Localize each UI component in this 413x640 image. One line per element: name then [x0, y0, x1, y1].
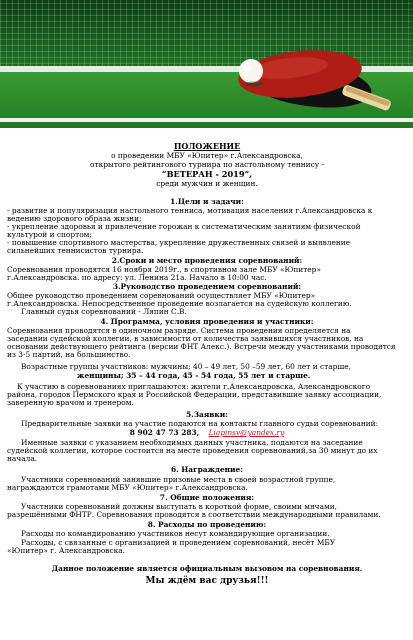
section-3-line: Общее руководство проведением соревнований осуществляет МБУ «Юпитер» [7, 291, 316, 300]
section-1-line: культурой и спортом; [7, 230, 92, 239]
section-1-line: - укрепление здоровья и привлечение горожан к систематическим занятиям физической [7, 222, 361, 231]
section-6-title: 6. Награждение: [171, 465, 243, 474]
section-2-line: Соревнования проводятся 16 ноября 2019г., в спортивном зале МБУ «Юпитер» [7, 265, 321, 274]
section-8-line: Расходы по командированию участников несут командирующие организации. [21, 529, 330, 538]
section-4-line: Соревнования проводятся в одиночном разряде. Система проведения определяется на [7, 326, 351, 335]
section-4-line: района, городов Пермского края и Российской Федерации, представившие заявку ассоциации, [7, 390, 382, 399]
ball-icon [0, 0, 413, 128]
section-8-line: Расходы, с связанные с организацией и проведением соревнований, несёт МБУ [21, 538, 336, 547]
section-5-title: 5.Заявки: [186, 410, 228, 419]
section-7-line: Участники соревнований должны выступать в короткой форме, своими мячами, [21, 502, 338, 511]
section-3-title: 3.Руководство проведением соревнований: [112, 282, 302, 291]
section-2-title: 2.Сроки и место проведения соревнований: [111, 256, 303, 265]
age-groups-men: Возрастные группы участников: мужчины; 40 – 49 лет, 50 –59 лет, 60 лет и старше, [21, 362, 351, 371]
section-8-title: 8. Расходы по проведению: [147, 520, 267, 529]
section-4-title: 4. Программа, условия проведения и участники: [100, 317, 314, 326]
section-4-line: заседании судейской коллегии, в зависимости от количества заявившихся участников, на [7, 334, 364, 343]
section-5-line: Именные заявки с указанием необходимых данных участника, подаются на заседание [21, 438, 363, 447]
section-5-line: судейской коллегии, которое состоится на месте проведения соревнований,за 30 минут до их [7, 446, 378, 455]
section-4-line: К участию в соревнованиях приглашаются: жители г.Александровска, Александровского [17, 382, 371, 391]
section-1-line: ведению здорового образа жизни; [7, 214, 142, 223]
section-1-title: 1.Цели и задачи: [170, 197, 244, 206]
intro-line-1: о проведении МБУ «Юпитер» г.Александровска, [111, 151, 303, 160]
section-4-line: из 3-5 партий, на большинство. [7, 350, 131, 359]
regulation-document [0, 128, 413, 640]
final-greeting: Мы ждём вас друзья!!! [145, 576, 269, 586]
tournament-name: “ВЕТЕРАН - 2019”, [161, 169, 253, 179]
section-4-line: заверенную врачом и тренером. [7, 398, 134, 407]
closing-statement: Данное положение является официальным вызовом на соревнования. [51, 564, 363, 573]
intro-line-2: открытого рейтингового турнира по настольному теннису - [90, 160, 324, 169]
email-link[interactable]: Liapinsv@yandex.ry [208, 428, 285, 437]
section-7-title: 7. Общие положения: [159, 493, 255, 502]
intro-line-4: среди мужчин и женщин. [156, 179, 258, 188]
section-5-line: начала. [7, 454, 38, 463]
section-3-line: г.Александровска. Непосредственное проведение возлагается на судейскую коллегию. [7, 299, 352, 308]
section-6-line: Участники соревнований занявшие призовые места в своей возрастной группе, [21, 475, 336, 484]
section-6-line: награждаются грамотами МБУ «Юпитер» г.Александровска. [7, 483, 248, 492]
section-7-line: разрешёнными ФНТР. Соревнования проводятся в соответствии международными правилами. [7, 510, 381, 519]
section-8-line: «Юпитер» г. Александровска. [7, 546, 125, 555]
section-4-line: основании действующего рейтинга (версии ФНТ Алекс.). Встречи между участниками проводятся [7, 342, 396, 351]
section-1-line: - повышение спортивного мастерства, укрепление дружественных связей и выявление [7, 238, 351, 247]
doc-title: ПОЛОЖЕНИЕ [173, 141, 241, 151]
phone-number: 8 902 47 73 283, [129, 428, 200, 437]
section-3-line: Главный судья соревнований - Ляпин С.В. [21, 307, 187, 316]
section-2-line: г.Александровска. по адресу: ул. Ленина 21а. Начало в 10:00 час. [7, 273, 267, 282]
section-5-line: Предварительные заявки на участие подаются на контакты главного судьи соревнований: [21, 419, 379, 428]
table-tennis-banner [0, 0, 413, 128]
age-groups-women: женщины; 35 – 44 года, 45 - 54 года, 55 лет и старше. [77, 371, 311, 380]
contacts-line [7, 429, 407, 437]
section-1-line: сильнейших теннисистов турнира. [7, 246, 144, 255]
section-1-line: - развитие и популяризация настольного тенниса, мотивация населения г.Александровска к [7, 206, 373, 215]
